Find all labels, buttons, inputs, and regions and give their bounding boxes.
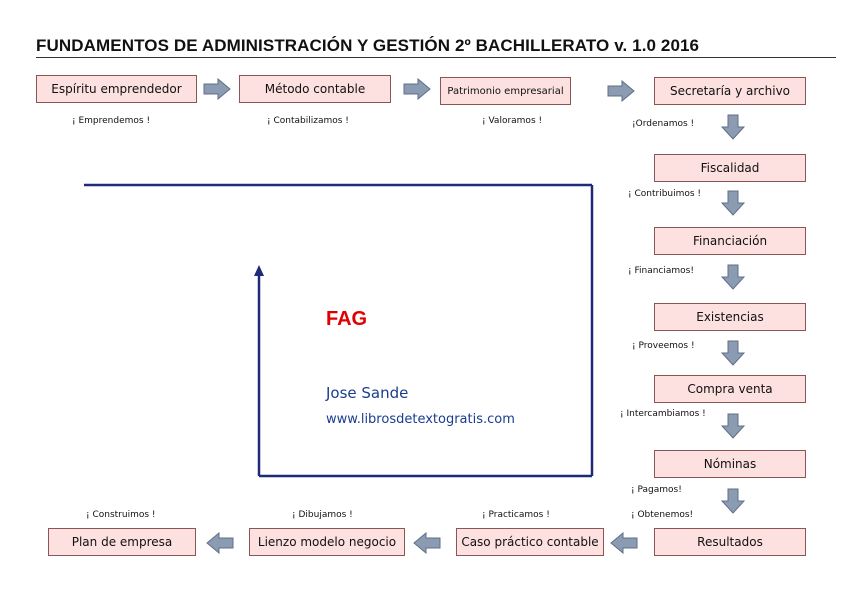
page-title: FUNDAMENTOS DE ADMINISTRACIÓN Y GESTIÓN 2º BACHILLERATO v. 1.0 2016	[36, 36, 700, 55]
website-link[interactable]: www.librosdetextogratis.com	[326, 412, 515, 427]
left-arrow-icon	[610, 532, 638, 554]
node-nominas[interactable]: Nóminas	[654, 450, 806, 478]
left-arrow-icon	[413, 532, 441, 554]
node-plan-de-empresa[interactable]: Plan de empresa	[48, 528, 196, 556]
caption-proveemos: ¡ Proveemos !	[632, 341, 695, 351]
down-arrow-icon	[721, 413, 745, 439]
down-arrow-icon	[721, 488, 745, 514]
right-arrow-icon	[203, 78, 231, 100]
caption-contribuimos: ¡ Contribuimos !	[628, 189, 702, 199]
node-caso-practico-contable[interactable]: Caso práctico contable	[456, 528, 604, 556]
down-arrow-icon	[721, 340, 745, 366]
caption-valoramos: ¡ Valoramos !	[482, 116, 543, 126]
node-fiscalidad[interactable]: Fiscalidad	[654, 154, 806, 182]
node-resultados[interactable]: Resultados	[654, 528, 806, 556]
caption-emprendemos: ¡ Emprendemos !	[72, 116, 151, 126]
down-arrow-icon	[721, 114, 745, 140]
caption-ordenamos: ¡Ordenamos !	[632, 119, 695, 129]
caption-obtenemos: ¡ Obtenemos!	[631, 510, 694, 520]
node-metodo-contable[interactable]: Método contable	[239, 75, 391, 103]
caption-practicamos: ¡ Practicamos !	[482, 510, 550, 520]
author-name: Jose Sande	[326, 384, 409, 402]
right-arrow-icon	[607, 80, 635, 102]
caption-pagamos: ¡ Pagamos!	[631, 485, 682, 495]
node-compra-venta[interactable]: Compra venta	[654, 375, 806, 403]
node-secretaria-archivo[interactable]: Secretaría y archivo	[654, 77, 806, 105]
left-arrow-icon	[206, 532, 234, 554]
node-financiacion[interactable]: Financiación	[654, 227, 806, 255]
up-arrowhead-icon	[254, 265, 264, 276]
node-patrimonio-empresarial[interactable]: Patrimonio empresarial	[440, 77, 571, 105]
node-lienzo-modelo-negocio[interactable]: Lienzo modelo negocio	[249, 528, 405, 556]
fag-acronym: FAG	[326, 308, 368, 330]
node-espiritu-emprendedor[interactable]: Espíritu emprendedor	[36, 75, 197, 103]
caption-intercambiamos: ¡ Intercambiamos !	[620, 409, 706, 419]
right-arrow-icon	[403, 78, 431, 100]
down-arrow-icon	[721, 264, 745, 290]
caption-dibujamos: ¡ Dibujamos !	[292, 510, 353, 520]
caption-financiamos: ¡ Financiamos!	[628, 266, 694, 276]
node-existencias[interactable]: Existencias	[654, 303, 806, 331]
caption-construimos: ¡ Construimos !	[86, 510, 156, 520]
caption-contabilizamos: ¡ Contabilizamos !	[267, 116, 349, 126]
down-arrow-icon	[721, 190, 745, 216]
